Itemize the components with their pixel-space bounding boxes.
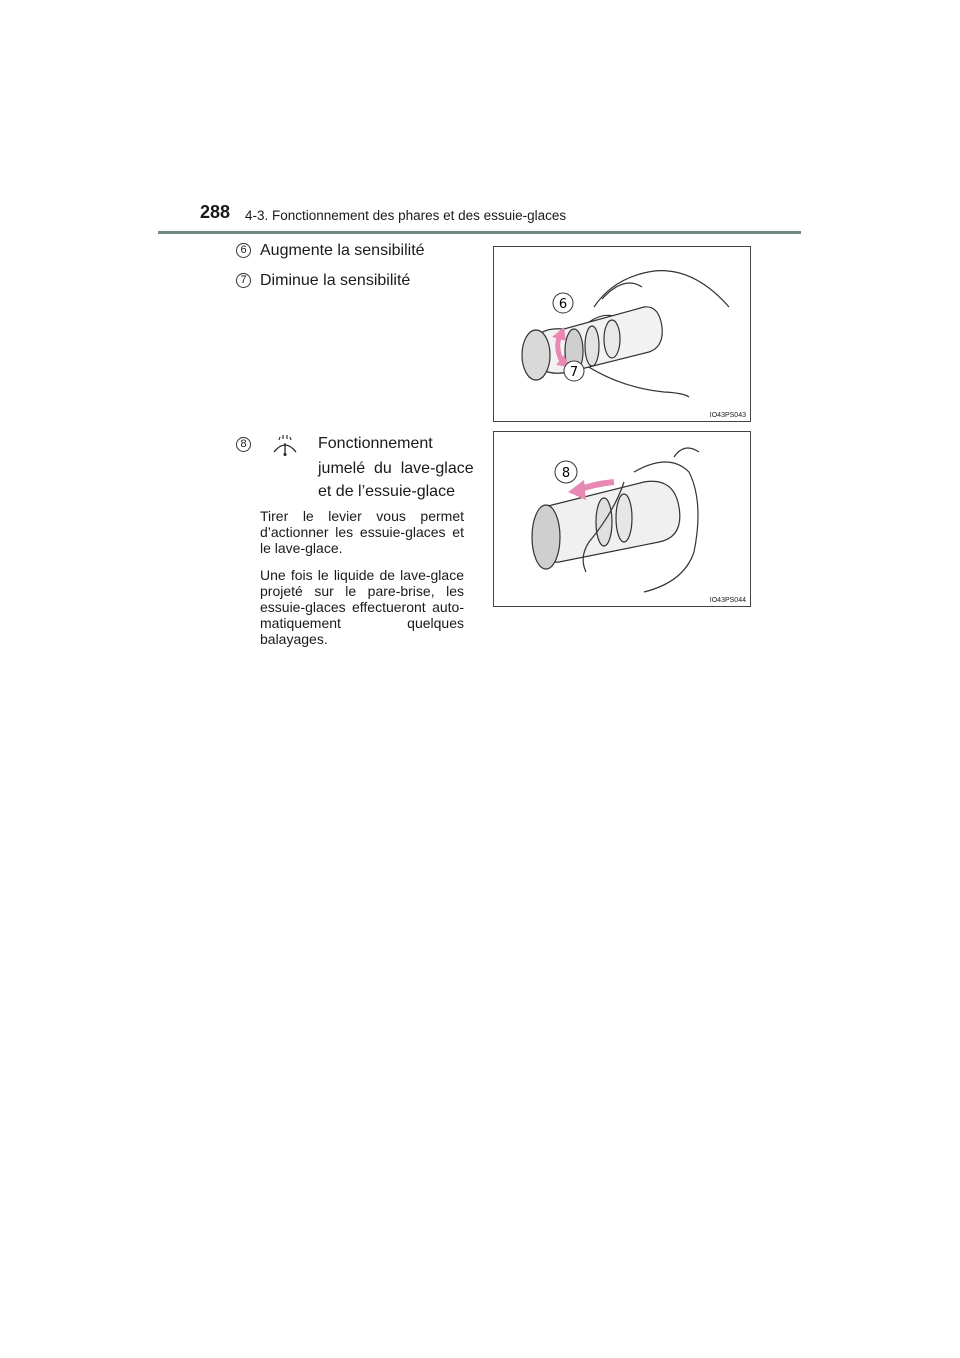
item8-paragraph-2: Une fois le liquide de lave-glace projeté sur le pare-brise, les essuie-glaces effectueront automatiquement quelques balayages. <box>260 567 464 647</box>
header-rule <box>158 231 801 234</box>
section-title: 4-3. Fonctionnement des phares et des essuie-glaces <box>245 208 567 223</box>
item-marker-7: 7 <box>236 273 251 288</box>
figure-sensitivity-ring <box>493 246 751 422</box>
figure2-label-8: 8 <box>561 466 571 481</box>
item-text-decrease-sensitivity: Diminue la sensibilité <box>260 272 411 289</box>
figure-code: IO43PS043 <box>709 412 746 419</box>
figure-code: IO43PS044 <box>709 597 746 604</box>
item8-title-line-2: jumelé du lave-glace <box>318 460 474 477</box>
figure1-label-6: 6 <box>558 297 568 312</box>
item8-title-line-1: Fonctionnement <box>318 435 433 452</box>
page-number: 288 <box>200 202 231 222</box>
item-marker-8: 8 <box>236 437 251 452</box>
figure1-label-7: 7 <box>569 365 579 380</box>
item-text-increase-sensitivity: Augmente la sensibilité <box>260 242 425 259</box>
figure-washer-pull <box>493 431 751 607</box>
washer-wiper-icon <box>270 432 300 458</box>
item8-title-line-3: et de l’essuie-glace <box>318 483 455 500</box>
illustration-lever-pull <box>494 432 750 606</box>
illustration-lever-rotation <box>494 247 750 421</box>
item8-paragraph-1: Tirer le levier vous permet d’actionner les essuie-glaces et le lave-glace. <box>260 508 464 556</box>
item-marker-6: 6 <box>236 243 251 258</box>
